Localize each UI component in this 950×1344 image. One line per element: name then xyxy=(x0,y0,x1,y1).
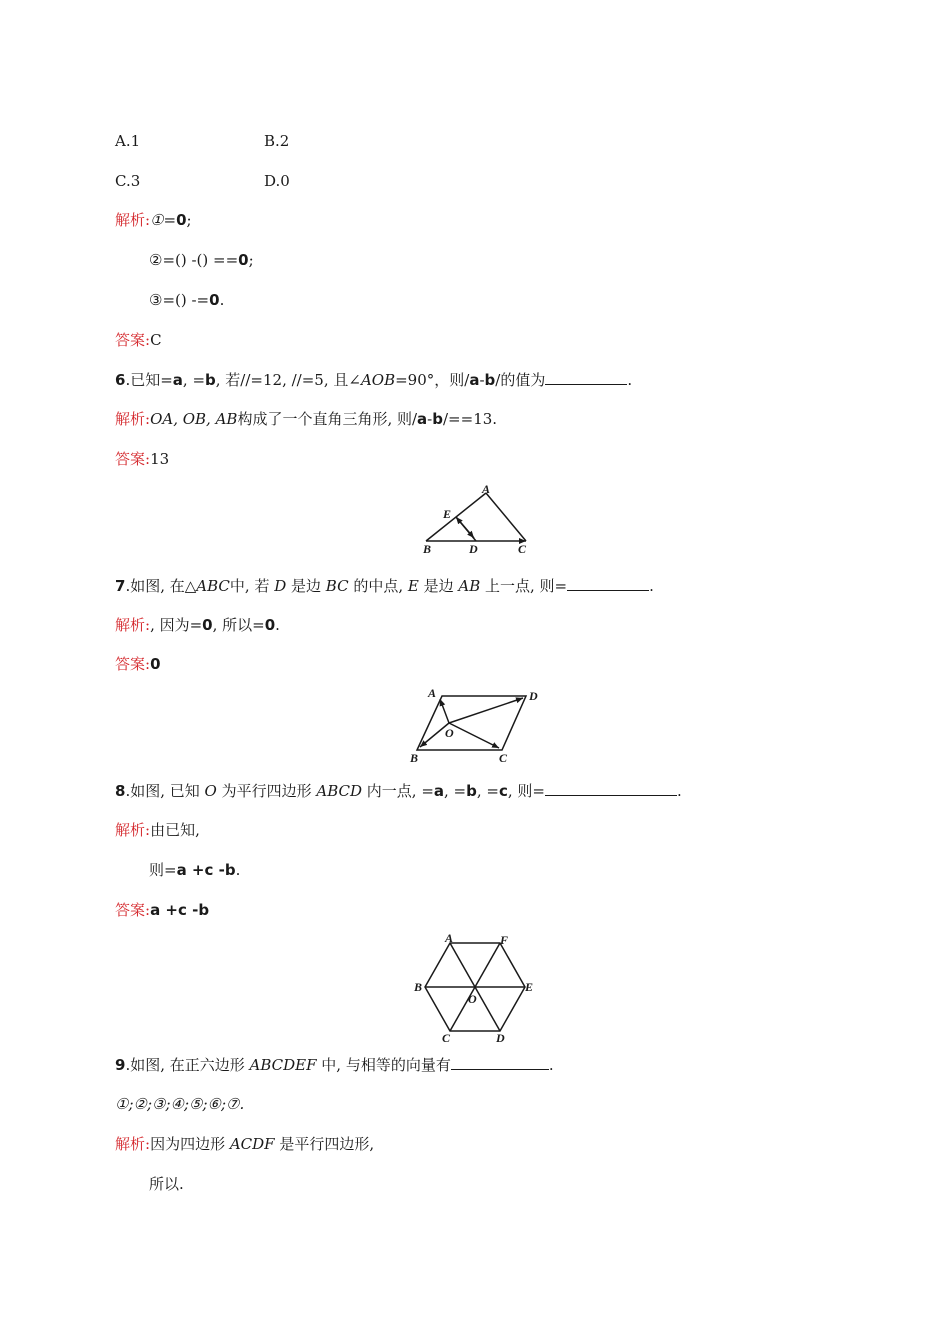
q6-jiexi: 解析:OA, OB, AB构成了一个直角三角形, 则/a-b/==13. xyxy=(115,410,498,428)
label-a: A xyxy=(482,482,491,496)
q9-jiexi-line1: 解析:因为四边形 ACDF 是平行四边形, xyxy=(115,1135,375,1153)
label-c: C xyxy=(518,542,527,556)
q5-jiexi-line1: 解析:①=0; xyxy=(115,211,192,229)
label-d: D xyxy=(529,689,538,703)
label-c: C xyxy=(442,1031,451,1045)
label-b: B xyxy=(410,751,419,765)
label-a: A xyxy=(428,686,437,700)
q7-stem: 7.如图, 在△ABC中, 若 D 是边 BC 的中点, E 是边 AB 上一点, 则= . xyxy=(115,577,654,595)
label-b: B xyxy=(423,542,432,556)
label-f: F xyxy=(500,933,509,947)
option-c: C.3 xyxy=(115,172,141,190)
hexagon-figure xyxy=(412,930,542,1048)
q6-stem: 6.已知=a, =b, 若//=12, //=5, 且∠AOB=90°，则/a-b/的值为 . xyxy=(115,371,633,389)
option-d: D.0 xyxy=(264,172,290,190)
q5-jiexi-line3: ③=() -=0. xyxy=(149,291,225,309)
label-b: B xyxy=(414,980,423,994)
q7-answer: 答案:0 xyxy=(115,655,161,673)
label-e: E xyxy=(443,507,452,521)
q8-stem: 8.如图, 已知 O 为平行四边形 ABCD 内一点, =a, =b, =c, 则= . xyxy=(115,782,682,800)
q7-jiexi: 解析:, 因为=0, 所以=0. xyxy=(115,616,280,634)
answer-blank xyxy=(545,780,677,796)
label-d: D xyxy=(469,542,478,556)
option-b: B.2 xyxy=(264,132,290,150)
answer-label: 答案: xyxy=(115,331,151,349)
label-c: C xyxy=(499,751,508,765)
label-a: A xyxy=(445,931,454,945)
parallelogram-figure xyxy=(405,683,550,768)
q9-jiexi-line2: 所以. xyxy=(149,1175,184,1193)
q5-jiexi-line2: ②=() -() ==0; xyxy=(149,251,254,269)
q8-answer: 答案:a +c -b xyxy=(115,901,210,919)
q8-jiexi-line1: 解析:由已知, xyxy=(115,821,200,839)
label-d: D xyxy=(496,1031,505,1045)
answer-blank xyxy=(567,575,649,591)
q9-options: ①;②;③;④;⑤;⑥;⑦. xyxy=(115,1095,245,1113)
label-o: O xyxy=(445,726,454,740)
q9-stem: 9.如图, 在正六边形 ABCDEF 中, 与相等的向量有 . xyxy=(115,1056,554,1074)
label-e: E xyxy=(525,980,534,994)
q8-jiexi-line2: 则=a +c -b. xyxy=(149,861,241,879)
answer-blank xyxy=(451,1054,549,1070)
triangle-figure xyxy=(418,480,538,560)
option-a: A.1 xyxy=(115,132,141,150)
label-o: O xyxy=(468,992,477,1006)
jiexi-label: 解析: xyxy=(115,211,151,229)
q5-answer: 答案:C xyxy=(115,331,162,349)
q6-answer: 答案:13 xyxy=(115,450,170,468)
answer-blank xyxy=(545,369,627,385)
